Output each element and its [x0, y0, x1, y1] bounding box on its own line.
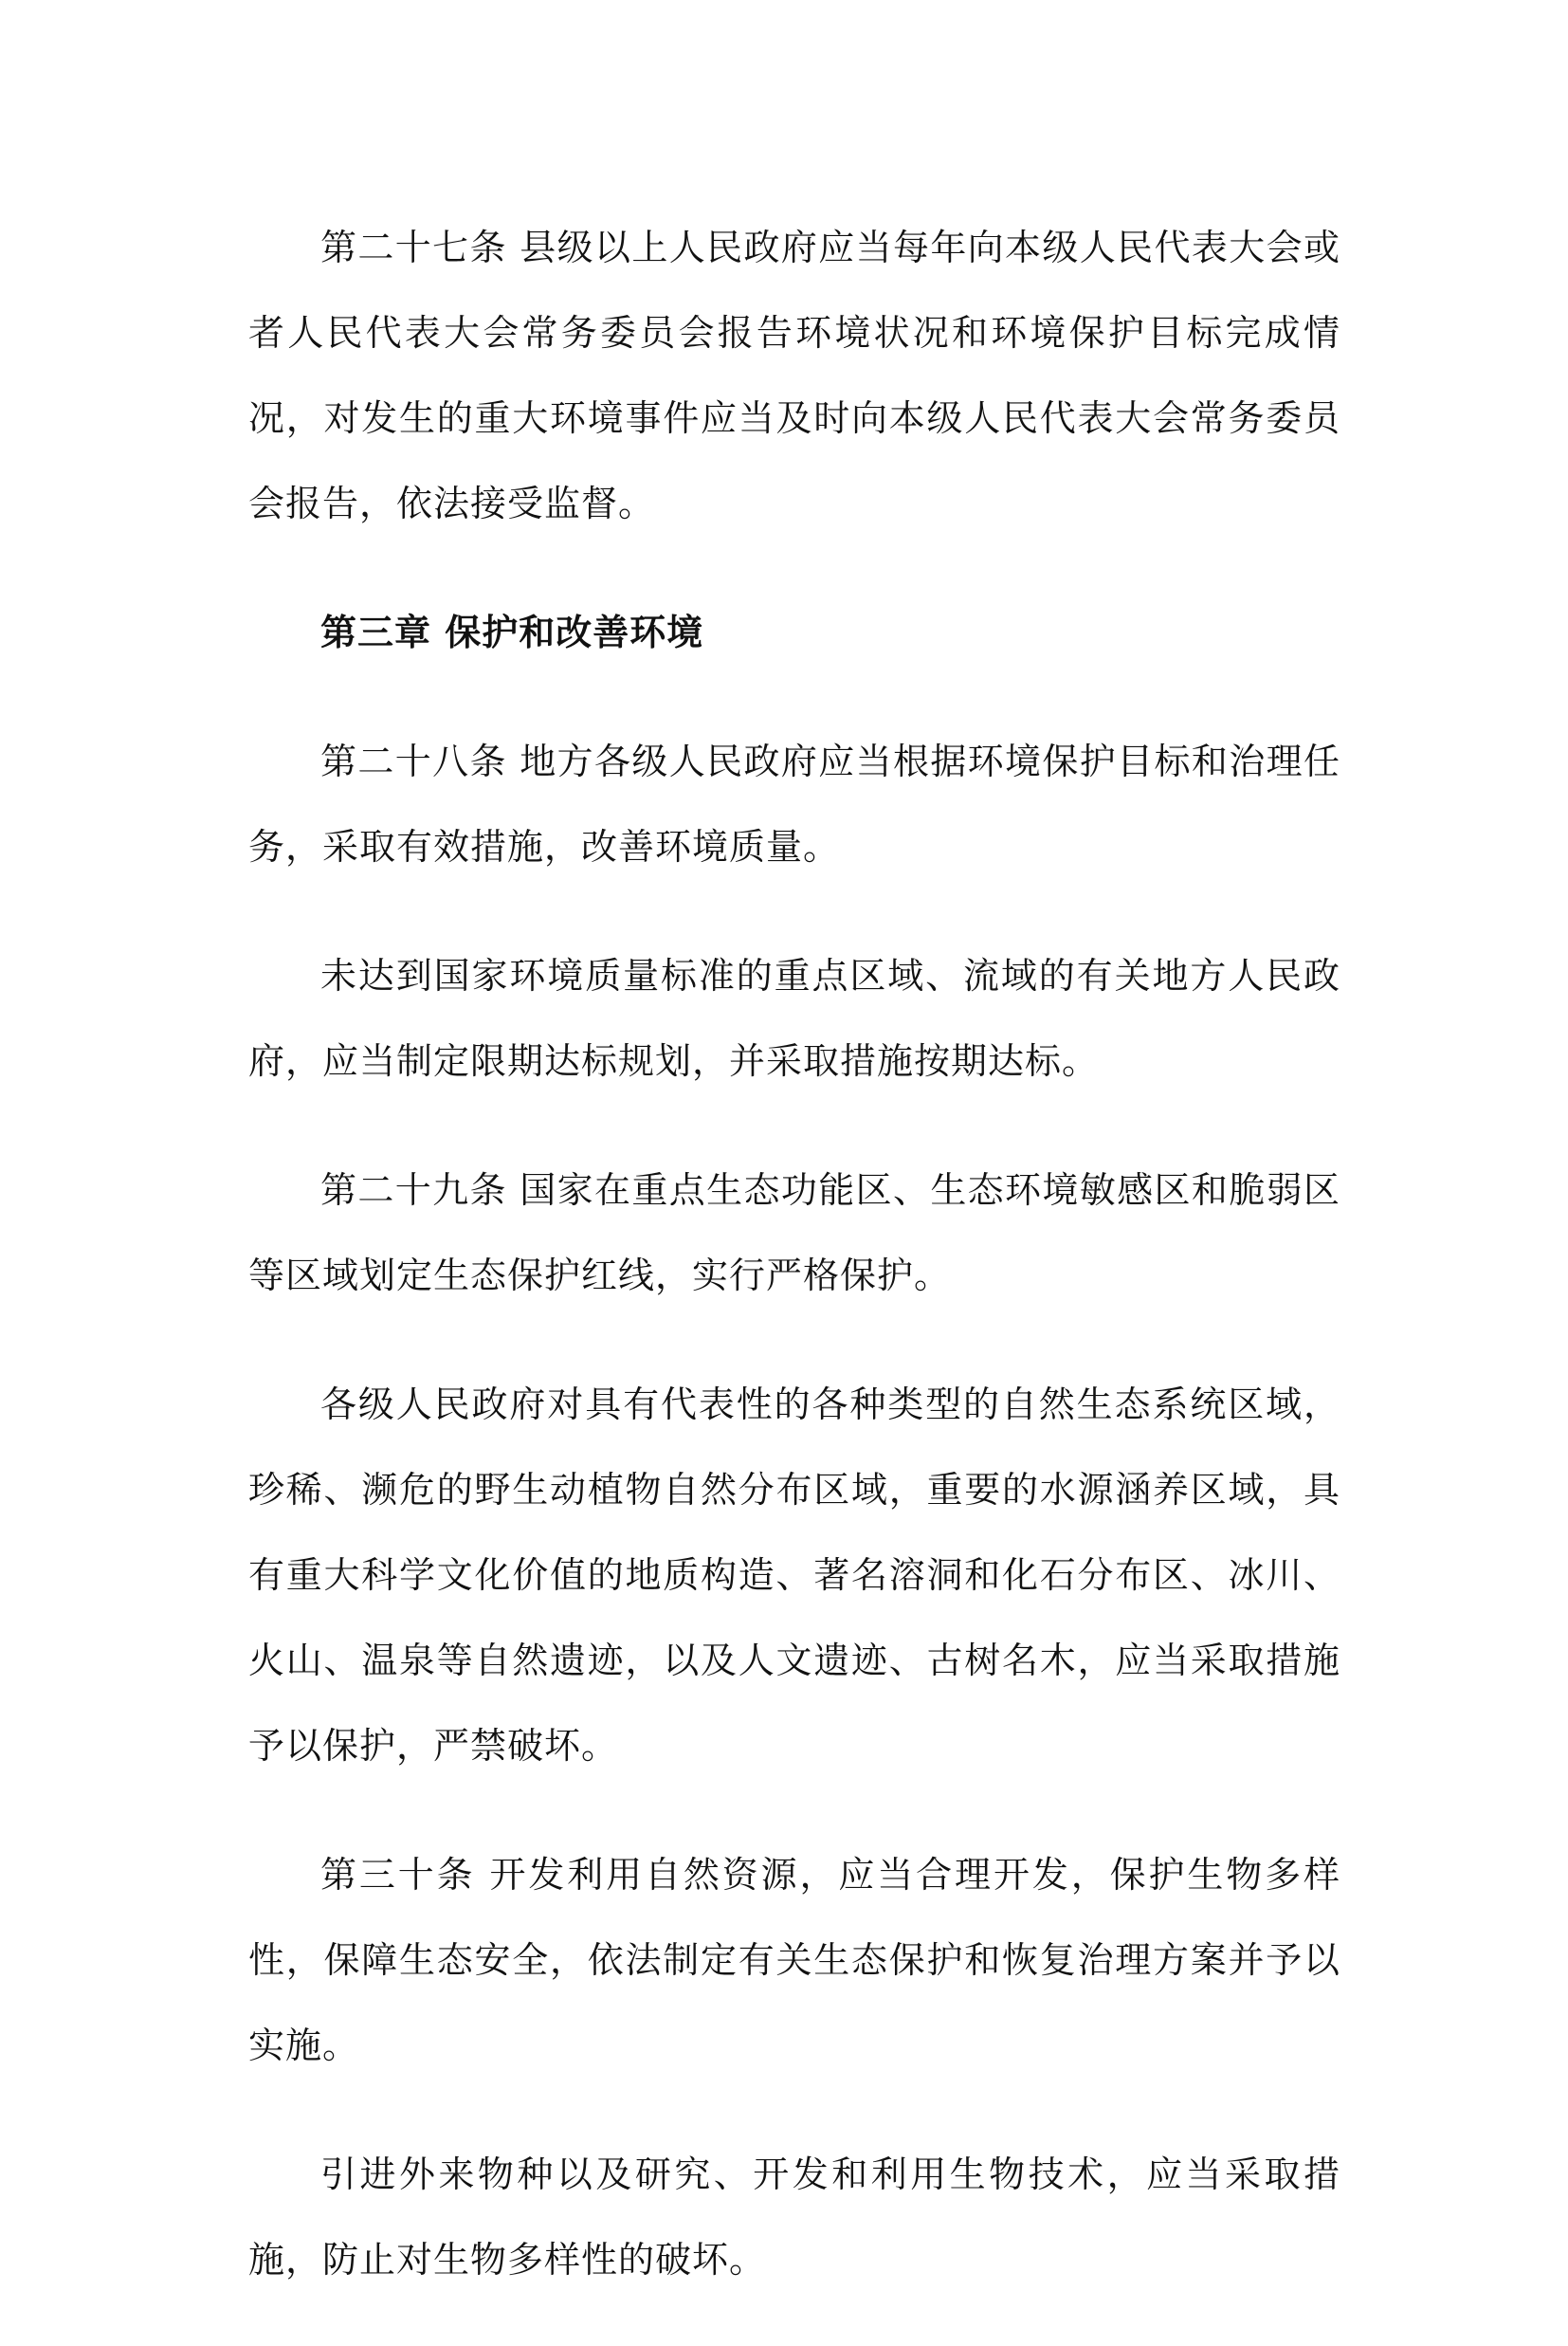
chapter-3-heading: 第三章 保护和改善环境 [320, 612, 704, 653]
article-30: 第三十条 开发利用自然资源，应当合理开发，保护生物多样性，保障生态安全，依法制定有关生态保护和恢复治理方案并予以实施。 [248, 1854, 1340, 2066]
article-28-clause-2: 未达到国家环境质量标准的重点区域、流域的有关地方人民政府，应当制定限期达标规划，并采取措施按期达标。 [248, 955, 1340, 1082]
article-27: 第二十七条 县级以上人民政府应当每年向本级人民代表大会或者人民代表大会常务委员会报告环境状况和环境保护目标完成情况，对发生的重大环境事件应当及时向本级人民代表大会常务委员会报告，依法接受监督。 [248, 227, 1340, 524]
document-body [248, 205, 1340, 2346]
article-29-clause-2: 各级人民政府对具有代表性的各种类型的自然生态系统区域，珍稀、濒危的野生动植物自然分布区域，重要的水源涵养区域，具有重大科学文化价值的地质构造、著名溶洞和化石分布区、冰川、火山、温泉等自然遗迹，以及人文遗迹、古树名木，应当采取措施予以保护，严禁破坏。 [248, 1384, 1340, 1767]
article-28: 第二十八条 地方各级人民政府应当根据环境保护目标和治理任务，采取有效措施，改善环境质量。 [248, 741, 1340, 868]
article-29: 第二十九条 国家在重点生态功能区、生态环境敏感区和脆弱区等区域划定生态保护红线，实行严格保护。 [248, 1169, 1340, 1296]
article-30-clause-2: 引进外来物种以及研究、开发和利用生物技术，应当采取措施，防止对生物多样性的破坏。 [248, 2154, 1340, 2281]
